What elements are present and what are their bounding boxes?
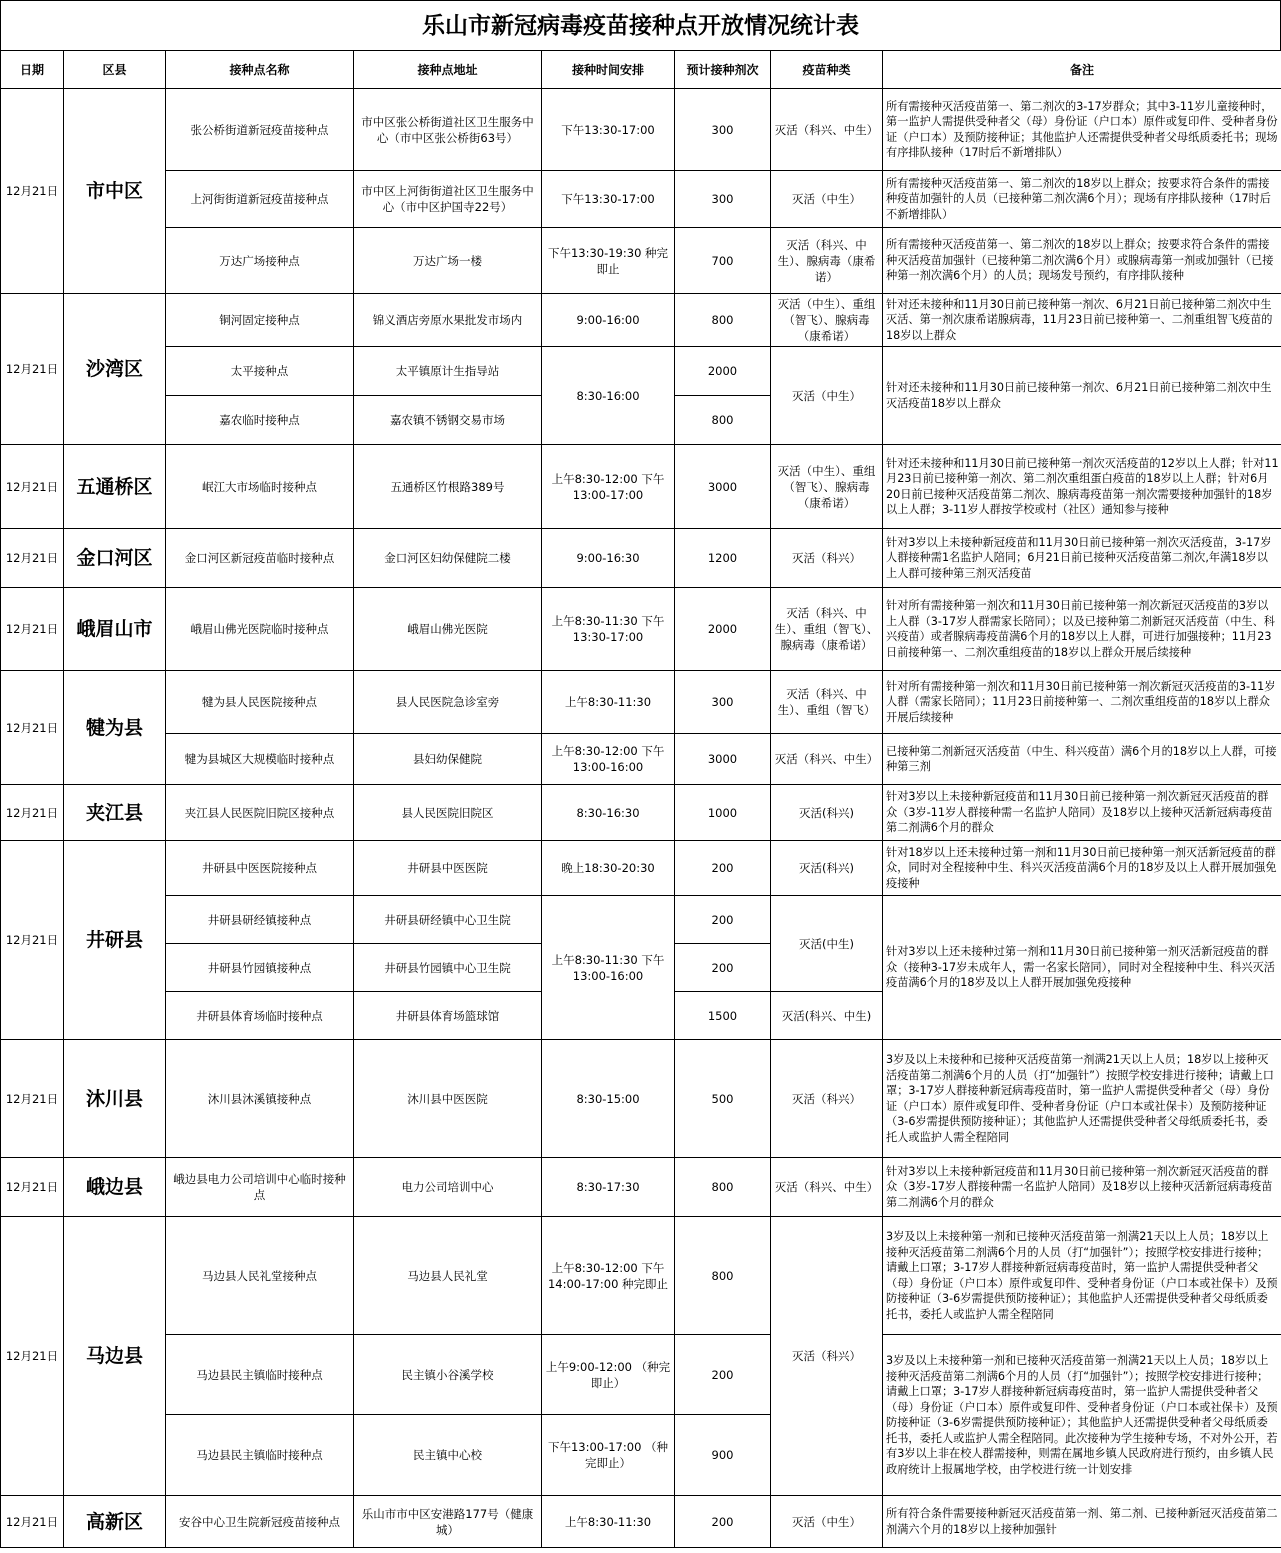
district-cell: 峨边县 <box>64 1158 166 1217</box>
table-row <box>1 1217 1281 1335</box>
date-cell: 12月21日 <box>1 1496 64 1548</box>
remarks-cell: 针对还未接种和11月30日前已接种第一剂次灭活疫苗的12岁以上人群；针对11月23日前已接种第一剂次、第二剂次重组蛋白疫苗的18岁以上人群；针对6月20日前已接种灭活疫苗第二剂次、腺病毒疫苗第一剂次需要接种加强针的18岁以上人群；3-11岁人群按学校或村（社区）通知参与接种 <box>883 445 1281 529</box>
date-cell: 12月21日 <box>1 445 64 529</box>
table-row <box>1 1040 1281 1158</box>
site-address-cell: 乐山市市中区安港路177号（健康城） <box>354 1496 542 1548</box>
vaccine-type-cell: 灭活（中生） <box>771 1496 883 1548</box>
site-name-cell: 太平接种点 <box>166 347 354 396</box>
date-cell: 12月21日 <box>1 89 64 294</box>
date-cell: 12月21日 <box>1 841 64 1040</box>
district-cell: 夹江县 <box>64 785 166 841</box>
time-cell: 上午8:30-12:00 下午13:00-16:00 <box>542 734 675 785</box>
doses-cell: 2000 <box>675 347 771 396</box>
time-cell: 上午8:30-11:30 <box>542 1496 675 1548</box>
vaccination-site-table <box>0 50 1281 1548</box>
vaccine-type-cell: 灭活(科兴) <box>771 785 883 841</box>
doses-cell: 1500 <box>675 992 771 1040</box>
site-address-cell: 金口河区妇幼保健院二楼 <box>354 529 542 588</box>
column-header-site-address: 接种点地址 <box>354 51 542 89</box>
site-name-cell: 金口河区新冠疫苗临时接种点 <box>166 529 354 588</box>
site-address-cell: 县妇幼保健院 <box>354 734 542 785</box>
doses-cell: 3000 <box>675 734 771 785</box>
time-cell: 9:00-16:30 <box>542 529 675 588</box>
site-name-cell: 犍为县城区大规模临时接种点 <box>166 734 354 785</box>
site-address-cell: 沐川县中医医院 <box>354 1040 542 1158</box>
site-name-cell: 马边县民主镇临时接种点 <box>166 1335 354 1415</box>
vaccine-type-cell: 灭活（科兴、中生）、重组（智飞）、腺病毒（康希诺） <box>771 588 883 671</box>
doses-cell: 200 <box>675 1496 771 1548</box>
site-name-cell: 上河街街道新冠疫苗接种点 <box>166 171 354 228</box>
table-row <box>1 445 1281 529</box>
time-cell: 上午8:30-12:00 下午13:00-17:00 <box>542 445 675 529</box>
column-header-doses: 预计接种剂次 <box>675 51 771 89</box>
page-title: 乐山市新冠病毒疫苗接种点开放情况统计表 <box>0 0 1281 50</box>
remarks-cell: 针对3岁以上未接种新冠疫苗和11月30日前已接种第一剂次新冠灭活疫苗的群众（3岁-17岁人群接种需一名监护人陪同）及18岁以上接种灭活新冠病毒疫苗第二剂满6个月的群众 <box>883 1158 1281 1217</box>
district-cell: 市中区 <box>64 89 166 294</box>
doses-cell: 800 <box>675 1158 771 1217</box>
date-cell: 12月21日 <box>1 588 64 671</box>
header-row <box>1 51 1281 89</box>
site-address-cell: 县人民医院急诊室旁 <box>354 671 542 734</box>
doses-cell: 200 <box>675 1335 771 1415</box>
vaccine-type-cell: 灭活（中生） <box>771 171 883 228</box>
table-row <box>1 588 1281 671</box>
doses-cell: 300 <box>675 171 771 228</box>
remarks-cell: 针对3岁以上还未接种过第一剂和11月30日前已接种第一剂灭活新冠疫苗的群众（接种3-17岁未成年人，需一名家长陪同），同时对全程接种中生、科兴灭活疫苗满6个月的18岁及以上人群开展加强免疫接种 <box>883 896 1281 1040</box>
time-cell: 9:00-16:00 <box>542 294 675 347</box>
table-row <box>1 1335 1281 1415</box>
site-name-cell: 张公桥街道新冠疫苗接种点 <box>166 89 354 171</box>
site-name-cell: 安谷中心卫生院新冠疫苗接种点 <box>166 1496 354 1548</box>
remarks-cell: 针对3岁以上未接种新冠疫苗和11月30日前已接种第一剂次灭活疫苗，3-17岁人群接种需1名监护人陪同；6月21日前已接种灭活疫苗第二剂次,年满18岁以上人群可接种第三剂灭活疫苗 <box>883 529 1281 588</box>
site-address-cell: 井研县竹园镇中心卫生院 <box>354 944 542 992</box>
time-cell: 上午8:30-12:00 下午14:00-17:00 种完即止 <box>542 1217 675 1335</box>
remarks-cell: 针对还未接种和11月30日前已接种第一剂次、6月21日前已接种第二剂次中生灭活、第一剂次康希诺腺病毒，11月23日前已接种第一、二剂重组智飞疫苗的18岁以上群众 <box>883 294 1281 347</box>
doses-cell: 2000 <box>675 588 771 671</box>
remarks-cell: 3岁及以上未接种第一剂和已接种灭活疫苗第一剂满21天以上人员；18岁以上接种灭活疫苗第二剂满6个月的人员（打“加强针”）；按照学校安排进行接种；请戴上口罩；3-17岁人群接种新冠病毒疫苗时，第一监护人需提供受种者父（母）身份证（户口本）原件或复印件、受种者身份证（户口本或社保卡）及预防接种证（3-6岁需提供预防接种证）；其他监护人还需提供受种者父母纸质委托书，委托人或监护人需全程陪同。此次接种为学生接种专场，不对外公开，若有3岁以上非在校人群需接种，则需在属地乡镇人民政府进行预约，由乡镇人民政府统计上报属地学校，由学校进行统一计划安排 <box>883 1335 1281 1496</box>
vaccine-type-cell: 灭活(科兴、中生) <box>771 992 883 1040</box>
site-address-cell: 县人民医院旧院区 <box>354 785 542 841</box>
site-name-cell: 夹江县人民医院旧院区接种点 <box>166 785 354 841</box>
vaccine-type-cell: 灭活(科兴) <box>771 841 883 896</box>
site-address-cell: 峨眉山佛光医院 <box>354 588 542 671</box>
vaccine-type-cell: 灭活（科兴、中生）、腺病毒（康希诺） <box>771 228 883 294</box>
doses-cell: 800 <box>675 294 771 347</box>
date-cell: 12月21日 <box>1 671 64 785</box>
doses-cell: 200 <box>675 896 771 944</box>
site-address-cell: 市中区张公桥街道社区卫生服务中心（市中区张公桥街63号） <box>354 89 542 171</box>
time-cell: 上午9:00-12:00 （种完即止） <box>542 1335 675 1415</box>
vaccine-type-cell: 灭活（科兴） <box>771 1217 883 1496</box>
district-cell: 犍为县 <box>64 671 166 785</box>
site-name-cell: 沐川县沐溪镇接种点 <box>166 1040 354 1158</box>
remarks-cell: 针对还未接种和11月30日前已接种第一剂次、6月21日前已接种第二剂次中生灭活疫苗18岁以上群众 <box>883 347 1281 445</box>
remarks-cell: 所有符合条件需要接种新冠灭活疫苗第一剂、第二剂、已接种新冠灭活疫苗第二剂满六个月的18岁以上接种加强针 <box>883 1496 1281 1548</box>
table-row <box>1 896 1281 944</box>
time-cell: 晚上18:30-20:30 <box>542 841 675 896</box>
doses-cell: 300 <box>675 671 771 734</box>
column-header-date: 日期 <box>1 51 64 89</box>
vaccine-type-cell: 灭活（中生）、重组（智飞）、腺病毒（康希诺） <box>771 445 883 529</box>
vaccine-type-cell: 灭活（科兴、中生） <box>771 734 883 785</box>
district-cell: 沙湾区 <box>64 294 166 445</box>
site-address-cell: 井研县中医医院 <box>354 841 542 896</box>
site-name-cell: 井研县体育场临时接种点 <box>166 992 354 1040</box>
vaccine-type-cell: 灭活（科兴、中生）、重组（智飞） <box>771 671 883 734</box>
district-cell: 马边县 <box>64 1217 166 1496</box>
site-address-cell: 电力公司培训中心 <box>354 1158 542 1217</box>
site-address-cell: 民主镇中心校 <box>354 1415 542 1496</box>
date-cell: 12月21日 <box>1 294 64 445</box>
column-header-vaccine-type: 疫苗种类 <box>771 51 883 89</box>
doses-cell: 200 <box>675 944 771 992</box>
site-name-cell: 马边县人民礼堂接种点 <box>166 1217 354 1335</box>
remarks-cell: 所有需接种灭活疫苗第一、第二剂次的18岁以上群众；按要求符合条件的需接种疫苗加强针的人员（已接种第二剂次满6个月）；现场有序排队接种（17时后不新增排队） <box>883 171 1281 228</box>
remarks-cell: 所有需接种灭活疫苗第一、第二剂次的18岁以上群众；按要求符合条件的需接种灭活疫苗加强针（已接种第二剂次满6个月）或腺病毒第一剂或加强针（已接种第一剂次满6个月）的人员；现场发号预约，有序排队接种 <box>883 228 1281 294</box>
site-address-cell: 市中区上河街街道社区卫生服务中心（市中区护国寺22号） <box>354 171 542 228</box>
doses-cell: 3000 <box>675 445 771 529</box>
table-row <box>1 347 1281 396</box>
table-row <box>1 89 1281 171</box>
column-header-time: 接种时间安排 <box>542 51 675 89</box>
table-row <box>1 171 1281 228</box>
time-cell: 上午8:30-11:30 <box>542 671 675 734</box>
time-cell: 8:30-17:30 <box>542 1158 675 1217</box>
date-cell: 12月21日 <box>1 785 64 841</box>
doses-cell: 500 <box>675 1040 771 1158</box>
vaccine-type-cell: 灭活（科兴） <box>771 1040 883 1158</box>
table-row <box>1 1496 1281 1548</box>
site-address-cell: 井研县研经镇中心卫生院 <box>354 896 542 944</box>
doses-cell: 1000 <box>675 785 771 841</box>
table-row <box>1 529 1281 588</box>
site-name-cell: 岷江大市场临时接种点 <box>166 445 354 529</box>
time-cell: 8:30-15:00 <box>542 1040 675 1158</box>
site-name-cell: 万达广场接种点 <box>166 228 354 294</box>
time-cell: 上午8:30-11:30 下午13:30-17:00 <box>542 588 675 671</box>
district-cell: 峨眉山市 <box>64 588 166 671</box>
district-cell: 金口河区 <box>64 529 166 588</box>
vaccine-type-cell: 灭活(中生) <box>771 896 883 992</box>
time-cell: 下午13:30-17:00 <box>542 89 675 171</box>
column-header-site-name: 接种点名称 <box>166 51 354 89</box>
time-cell: 上午8:30-11:30 下午13:00-16:00 <box>542 896 675 1040</box>
vaccine-type-cell: 灭活（科兴、中生） <box>771 89 883 171</box>
site-address-cell: 锦义酒店旁原水果批发市场内 <box>354 294 542 347</box>
site-name-cell: 铜河固定接种点 <box>166 294 354 347</box>
table-row <box>1 841 1281 896</box>
time-cell: 8:30-16:30 <box>542 785 675 841</box>
doses-cell: 800 <box>675 1217 771 1335</box>
site-address-cell: 民主镇小谷溪学校 <box>354 1335 542 1415</box>
site-name-cell: 井研县竹园镇接种点 <box>166 944 354 992</box>
remarks-cell: 所有需接种灭活疫苗第一、第二剂次的3-17岁群众；其中3-11岁儿童接种时，第一监护人需提供受种者父（母）身份证（户口本）原件或复印件、受种者身份证（户口本）及预防接种证；其他监护人还需提供受种者父母纸质委托书；现场有序排队接种（17时后不新增排队） <box>883 89 1281 171</box>
doses-cell: 200 <box>675 841 771 896</box>
table-row <box>1 228 1281 294</box>
site-name-cell: 嘉农临时接种点 <box>166 396 354 445</box>
remarks-cell: 针对18岁以上还未接种过第一剂和11月30日前已接种第一剂灭活新冠疫苗的群众，同时对全程接种中生、科兴灭活疫苗满6个月的18岁及以上人群开展加强免疫接种 <box>883 841 1281 896</box>
doses-cell: 800 <box>675 396 771 445</box>
doses-cell: 700 <box>675 228 771 294</box>
column-header-remarks: 备注 <box>883 51 1281 89</box>
table-row <box>1 1158 1281 1217</box>
site-name-cell: 马边县民主镇临时接种点 <box>166 1415 354 1496</box>
vaccine-type-cell: 灭活（中生）、重组（智飞）、腺病毒（康希诺） <box>771 294 883 347</box>
time-cell: 下午13:30-17:00 <box>542 171 675 228</box>
table-row <box>1 785 1281 841</box>
district-cell: 高新区 <box>64 1496 166 1548</box>
doses-cell: 1200 <box>675 529 771 588</box>
date-cell: 12月21日 <box>1 1217 64 1496</box>
table-row <box>1 734 1281 785</box>
doses-cell: 300 <box>675 89 771 171</box>
district-cell: 井研县 <box>64 841 166 1040</box>
site-name-cell: 井研县研经镇接种点 <box>166 896 354 944</box>
doses-cell: 900 <box>675 1415 771 1496</box>
remarks-cell: 针对所有需接种第一剂次和11月30日前已接种第一剂次新冠灭活疫苗的3岁以上人群（3-17岁人群需家长陪同）；以及已接种第二剂新冠灭活疫苗（中生、科兴疫苗）或者腺病毒疫苗满6个月的18岁以上人群，可进行加强接种；11月23日前接种第一、二剂次重组疫苗的18岁以上群众开展后续接种 <box>883 588 1281 671</box>
district-cell: 沐川县 <box>64 1040 166 1158</box>
column-header-district: 区县 <box>64 51 166 89</box>
site-address-cell: 嘉农镇不锈钢交易市场 <box>354 396 542 445</box>
site-name-cell: 峨眉山佛光医院临时接种点 <box>166 588 354 671</box>
table-row <box>1 671 1281 734</box>
remarks-cell: 针对所有需接种第一剂次和11月30日前已接种第一剂次新冠灭活疫苗的3-11岁人群（需家长陪同）；11月23日前接种第一、二剂次重组疫苗的18岁以上群众开展后续接种 <box>883 671 1281 734</box>
site-address-cell: 井研县体育场篮球馆 <box>354 992 542 1040</box>
site-address-cell: 五通桥区竹根路389号 <box>354 445 542 529</box>
remarks-cell: 已接种第二剂新冠灭活疫苗（中生、科兴疫苗）满6个月的18岁以上人群，可接种第三剂 <box>883 734 1281 785</box>
site-name-cell: 犍为县人民医院接种点 <box>166 671 354 734</box>
remarks-cell: 3岁及以上未接种和已接种灭活疫苗第一剂满21天以上人员；18岁以上接种灭活疫苗第二剂满6个月的人员（打“加强针”）按照学校安排进行接种；请戴上口罩；3-17岁人群接种新冠病毒疫苗时，第一监护人需提供受种者父（母）身份证（户口本）原件或复印件、受种者身份证（户口本或社保卡）及预防接种证（3-6岁需提供预防接种证）；其他监护人还需提供受种者父母纸质委托书，委托人或监护人需全程陪同 <box>883 1040 1281 1158</box>
date-cell: 12月21日 <box>1 1158 64 1217</box>
table-row <box>1 294 1281 347</box>
time-cell: 8:30-16:00 <box>542 347 675 445</box>
site-address-cell: 万达广场一楼 <box>354 228 542 294</box>
time-cell: 下午13:30-19:30 种完即止 <box>542 228 675 294</box>
vaccine-type-cell: 灭活（科兴） <box>771 529 883 588</box>
time-cell: 下午13:00-17:00 （种完即止） <box>542 1415 675 1496</box>
site-name-cell: 峨边县电力公司培训中心临时接种点 <box>166 1158 354 1217</box>
vaccine-type-cell: 灭活（科兴、中生） <box>771 1158 883 1217</box>
district-cell: 五通桥区 <box>64 445 166 529</box>
site-name-cell: 井研县中医医院接种点 <box>166 841 354 896</box>
date-cell: 12月21日 <box>1 529 64 588</box>
site-address-cell: 太平镇原计生指导站 <box>354 347 542 396</box>
remarks-cell: 针对3岁以上未接种新冠疫苗和11月30日前已接种第一剂次新冠灭活疫苗的群众（3岁-11岁人群接种需一名监护人陪同）及18岁以上接种灭活新冠病毒疫苗第二剂满6个月的群众 <box>883 785 1281 841</box>
site-address-cell: 马边县人民礼堂 <box>354 1217 542 1335</box>
remarks-cell: 3岁及以上未接种第一剂和已接种灭活疫苗第一剂满21天以上人员；18岁以上接种灭活疫苗第二剂满6个月的人员（打“加强针”）；按照学校安排进行接种；请戴上口罩；3-17岁人群接种新冠病毒疫苗时，第一监护人需提供受种者父（母）身份证（户口本）原件或复印件、受种者身份证（户口本或社保卡）及预防接种证（3-6岁需提供预防接种证）；其他监护人还需提供受种者父母纸质委托书，委托人或监护人需全程陪同 <box>883 1217 1281 1335</box>
vaccine-type-cell: 灭活（中生） <box>771 347 883 445</box>
date-cell: 12月21日 <box>1 1040 64 1158</box>
